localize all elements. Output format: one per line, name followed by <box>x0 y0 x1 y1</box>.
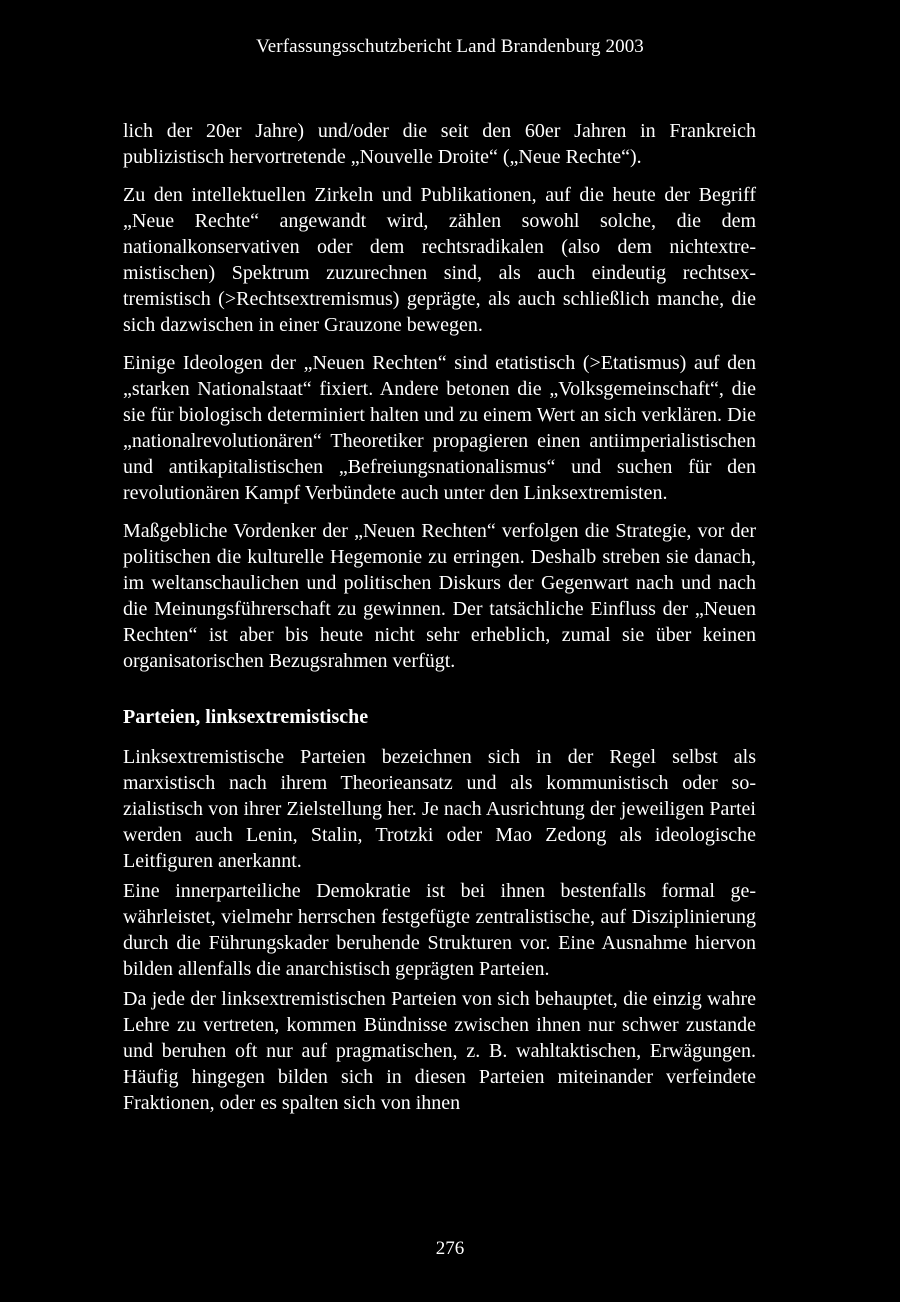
paragraph-1: lich der 20er Jahre) und/oder die seit den 60er Jahren in Frankreich publizistisch hervortretende „Nouvelle Droite“ („Neue Rechte“). <box>123 120 756 168</box>
paragraph-6: Eine innerparteiliche Demokratie ist bei ihnen bestenfalls formal gewährleistet, vielmehr herrschen festgefügte zentralistische, auf Disziplinierung durch die Führungskader beruhende Strukturen vor. Eine Ausnahme hiervon bilden allenfalls die anarchistisch geprägten Parteien. <box>123 880 756 980</box>
page-number: 276 <box>435 1238 465 1259</box>
paragraph-4: Maßgebliche Vordenker der „Neuen Rechten“ verfolgen die Strategie, vor der politischen die kulturelle Hegemonie zu erringen. Deshalb streben sie danach, im weltanschaulichen und politischen Diskurs der Gegenwart nach und nach die Meinungsführerschaft zu gewinnen. Der tatsächliche Einfluss der „Neuen Rechten“ ist aber bis heute nicht sehr erheblich, zumal sie über keinen organisatorischen Bezugsrahmen verfügt. <box>123 520 756 672</box>
running-header: Verfassungsschutzbericht Land Brandenburg 2003 <box>256 36 644 57</box>
paragraph-7: Da jede der linksextremistischen Parteien von sich behauptet, die einzig wahre Lehre zu vertreten, kommen Bündnisse zwischen ihnen nur schwer zustande und beruhen oft nur auf pragmatischen, z. B. wahltaktischen, Erwägungen. Häufig hingegen bilden sich in diesen Parteien miteinander verfeindete Fraktionen, oder es spalten sich von ihnen <box>123 988 756 1114</box>
paragraph-5: Linksextremistische Parteien bezeichnen sich in der Regel selbst als marxistisch nach ihrem Theorieansatz und als kommunistisch oder sozialistisch von ihrer Zielstellung her. Je nach Ausrichtung der jeweiligen Partei werden auch Lenin, Stalin, Trotzki oder Mao Zedong als ideologische Leitfiguren anerkannt. <box>123 746 756 872</box>
section-heading: Parteien, linksextremistische <box>123 706 369 728</box>
paragraph-2: Zu den intellektuellen Zirkeln und Publikationen, auf die heute der Begriff „Neue Rechte“ angewandt wird, zählen sowohl solche, die dem nationalkonservativen oder dem rechtsradikalen (also dem nichtextremistischen) Spektrum zuzurechnen sind, als auch eindeutig rechtsextremistisch (>Rechtsextremismus) geprägte, als auch schließlich manche, die sich dazwischen in einer Grauzone bewegen. <box>123 184 756 336</box>
main-text <box>123 118 756 1128</box>
paragraph-3: Einige Ideologen der „Neuen Rechten“ sind etatistisch (>Etatismus) auf den „starken Nationalstaat“ fixiert. Andere betonen die „Volksgemeinschaft“, die sie für biologisch determiniert halten und zu einem Wert an sich verklären. Die „nationalrevolutionären“ Theoretiker propagieren einen antiimperialistischen und antikapitalistischen „Befreiungsnationalismus“ und suchen für den revolutionären Kampf Verbündete auch unter den Linksextremisten. <box>123 352 756 504</box>
